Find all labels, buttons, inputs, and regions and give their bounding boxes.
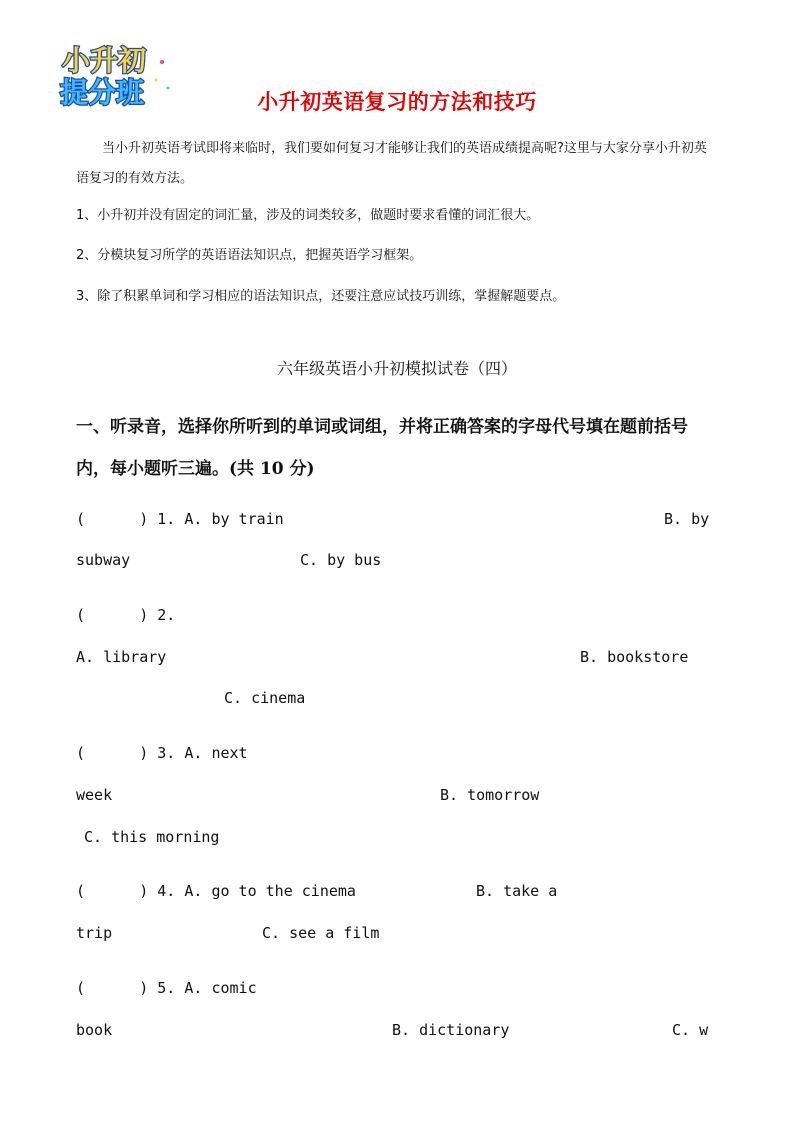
q4-stem: ( ) 4. A. go to the cinema (76, 882, 356, 900)
q2-option-c: C. cinema (224, 689, 306, 707)
intro-paragraph: 当小升初英语考试即将来临时，我们要如何复习才能够让我们的英语成绩提高呢?这里与大家分享小升初英语复习的有效方法。 (76, 141, 707, 186)
logo-line1: 小升初 (62, 44, 147, 77)
q5-option-b: B. dictionary (392, 1021, 510, 1039)
tip-2: 2、分模块复习所学的英语语法知识点，把握英语学习框架。 (76, 248, 423, 263)
q1-option-b: B. by (664, 510, 710, 528)
q4-option-b-continued: trip (76, 924, 113, 942)
tip-3: 3、除了积累单词和学习相应的语法知识点，还要注意应试技巧训练，掌握解题要点。 (76, 289, 566, 304)
q4-option-c: C. see a film (262, 924, 380, 942)
q1-stem: ( ) 1. A. by train (76, 510, 284, 528)
q1-option-c: C. by bus (300, 551, 382, 569)
q3-option-b: B. tomorrow (440, 786, 540, 804)
q5-option-c: C. w (672, 1021, 709, 1039)
q2-option-b: B. bookstore (580, 648, 689, 666)
logo-line2: 提分班 (60, 76, 145, 108)
exam-title: 六年级英语小升初模拟试卷（四） (276, 359, 517, 378)
q3-option-a-continued: week (76, 786, 113, 804)
q3-stem: ( ) 3. A. next (76, 744, 248, 762)
article-title: 小升初英语复习的方法和技巧 (257, 90, 537, 114)
q5-stem: ( ) 5. A. comic (76, 979, 257, 997)
q4-option-b: B. take a (476, 882, 558, 900)
q2-option-a: A. library (76, 648, 167, 666)
section-1-instructions: 一、听录音，选择你所听到的单词或词组，并将正确答案的字母代号填在题前括号内，每小题听三遍。(共 10 分) (76, 417, 688, 479)
tip-1: 1、小升初并没有固定的词汇量，涉及的词类较多，做题时要求看懂的词汇很大。 (76, 208, 540, 223)
q2-stem: ( ) 2. (76, 606, 176, 624)
q5-option-a-continued: book (76, 1021, 113, 1039)
q3-option-c: C. this morning (84, 828, 220, 846)
q1-option-b-continued: subway (76, 551, 131, 569)
